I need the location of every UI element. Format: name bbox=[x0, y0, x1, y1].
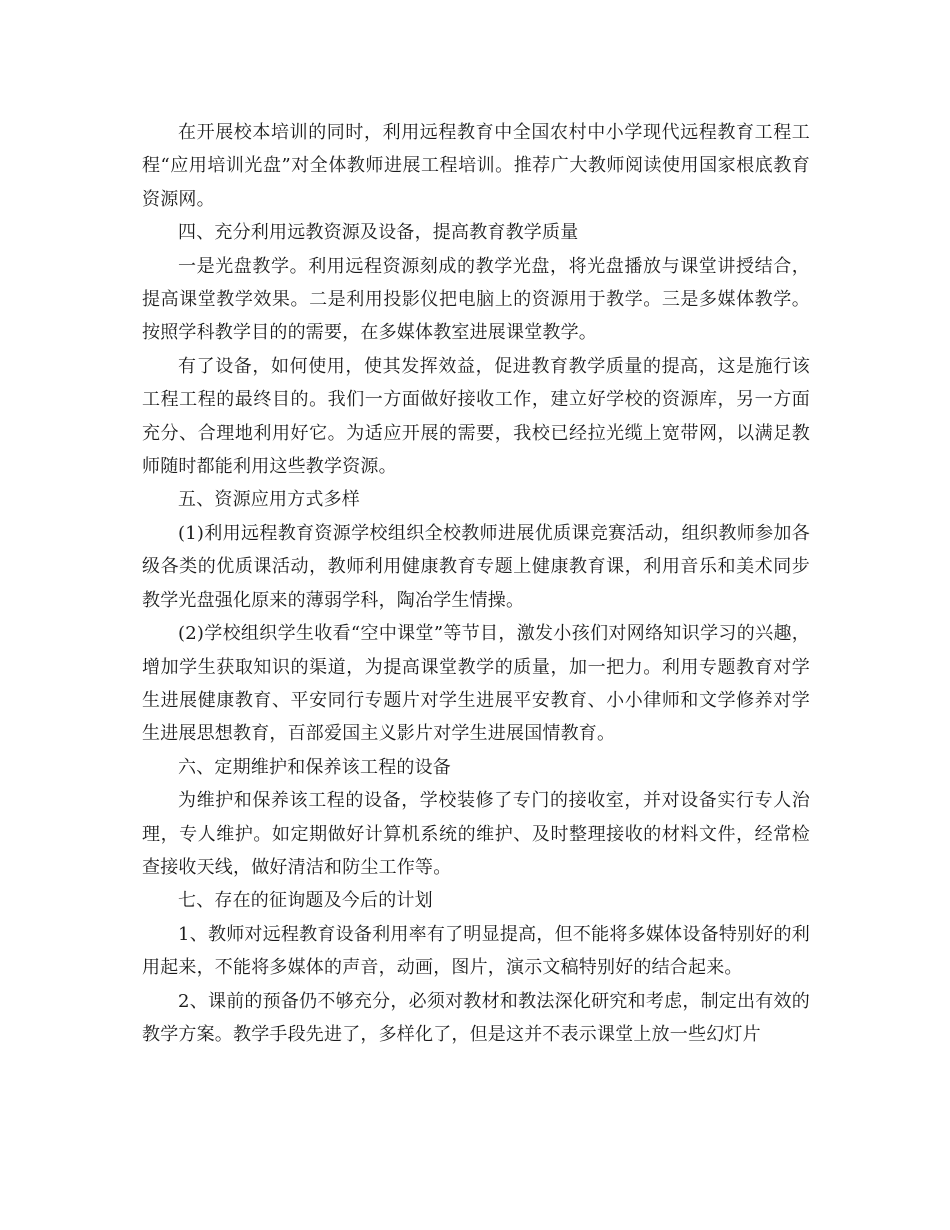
paragraph-disc-teaching: 一是光盘教学。利用远程资源刻成的教学光盘，将光盘播放与课堂讲授结合，提高课堂教学效果。二是利用投影仪把电脑上的资源用于教学。三是多媒体教学。按照学科教学目的的需要，在多媒体教室进展课堂教学。 bbox=[142, 255, 810, 344]
section-heading-5: 五、资源应用方式多样 bbox=[178, 489, 360, 511]
document-body bbox=[142, 116, 810, 1051]
section-heading-7: 七、存在的征询题及今后的计划 bbox=[178, 890, 433, 912]
section-heading-4: 四、充分利用远教资源及设备，提高教育教学质量 bbox=[178, 222, 579, 244]
paragraph-item-2: (2)学校组织学生收看“空中课堂”等节目，激发小孩们对网络知识学习的兴趣，增加学生获取知识的渠道，为提高课堂教学的质量，加一把力。利用专题教育对学生进展健康教育、平安同行专题片对学生进展平安教育、小小律师和文学修养对学生进展思想教育，百部爱国主义影片对学生进展国情教育。 bbox=[142, 623, 810, 745]
paragraph-problem-1: 1、教师对远程教育设备利用率有了明显提高，但不能将多媒体设备特别好的利用起来，不能将多媒体的声音，动画，图片，演示文稿特别好的结合起来。 bbox=[142, 923, 810, 979]
paragraph-equipment-use: 有了设备，如何使用，使其发挥效益，促进教育教学质量的提高，这是施行该工程工程的最终目的。我们一方面做好接收工作，建立好学校的资源库，另一方面充分、合理地利用好它。为适应开展的需要，我校已经拉光缆上宽带网，以满足教师随时都能利用这些教学资源。 bbox=[142, 355, 810, 478]
paragraph-item-1: (1)利用远程教育资源学校组织全校教师进展优质课竞赛活动，组织教师参加各级各类的优质课活动，教师利用健康教育专题上健康教育课，利用音乐和美术同步教学光盘强化原来的薄弱学科，陶冶学生情操。 bbox=[142, 522, 810, 611]
paragraph-school-training: 在开展校本培训的同时，利用远程教育中全国农村中小学现代远程教育工程工程“应用培训光盘”对全体教师进展工程培训。推荐广大教师阅读使用国家根底教育资源网。 bbox=[142, 122, 810, 210]
paragraph-maintenance: 为维护和保养该工程的设备，学校装修了专门的接收室，并对设备实行专人治理，专人维护。如定期做好计算机系统的维护、及时整理接收的材料文件，经常检查接收天线，做好清洁和防尘工作等。 bbox=[142, 790, 810, 878]
paragraph-problem-2: 2、课前的预备仍不够充分，必须对教材和教法深化研究和考虑，制定出有效的教学方案。教学手段先进了，多样化了，但是这并不表示课堂上放一些幻灯片 bbox=[142, 990, 810, 1045]
section-heading-6: 六、定期维护和保养该工程的设备 bbox=[178, 756, 451, 778]
